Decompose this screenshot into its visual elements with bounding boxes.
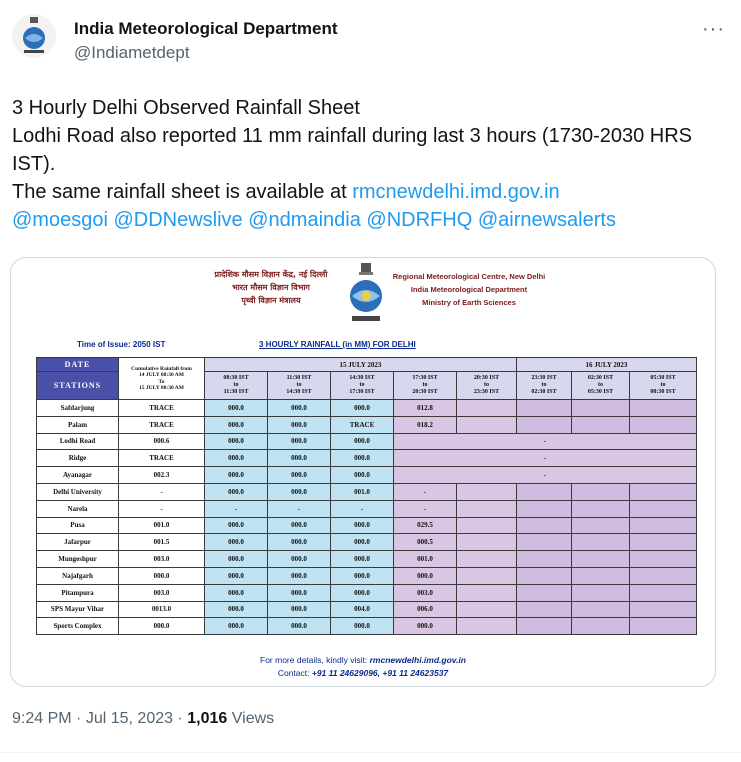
header-english-line: Ministry of Earth Sciences — [422, 298, 516, 307]
slot-value — [517, 618, 572, 635]
time-slot-header — [572, 372, 630, 400]
footer-site: rmcnewdelhi.imd.gov.in — [369, 655, 466, 665]
table-row — [37, 500, 697, 517]
slot-value — [517, 601, 572, 618]
time-slot-line: 20:30 IST — [473, 375, 500, 381]
author-handle[interactable]: @Indiametdept — [74, 43, 190, 62]
rmc-website-link[interactable]: rmcnewdelhi.imd.gov.in — [352, 181, 560, 203]
slot-value — [572, 534, 630, 551]
slot-value: 000.0 — [268, 416, 331, 433]
imd-logo-icon — [346, 262, 386, 324]
tweet-media[interactable] — [10, 257, 716, 687]
slot-value — [572, 483, 630, 500]
time-slot-line: 11:30 IST — [223, 389, 249, 395]
time-slot-header — [457, 372, 517, 400]
time-slot-header — [268, 372, 331, 400]
slot-value: 000.0 — [205, 450, 268, 467]
cumulative-value: TRACE — [119, 400, 205, 417]
slot-value — [517, 551, 572, 568]
time-slot-line: 11:30 IST — [286, 375, 312, 381]
rainfall-sheet-image — [11, 258, 715, 686]
slot-value — [572, 500, 630, 517]
time-slot-line: 23:30 IST — [531, 375, 557, 381]
slot-value: - — [331, 500, 394, 517]
time-slot-line: 05:30 IST — [650, 375, 676, 381]
time-slot-line: 02:30 IST — [531, 389, 557, 395]
slot-value: 000.0 — [205, 584, 268, 601]
time-slot-header — [205, 372, 268, 400]
mention-link[interactable]: @ndmaindia — [248, 209, 361, 231]
meta-dot: · — [177, 710, 183, 727]
slot-value: 000.0 — [331, 584, 394, 601]
table-row — [37, 483, 697, 500]
cumulative-value: TRACE — [119, 450, 205, 467]
meta-dot: · — [76, 710, 82, 727]
slot-value: 000.0 — [205, 416, 268, 433]
contact-phones: +91 11 24629096, +91 11 24623537 — [311, 668, 449, 678]
slot-value: 004.0 — [331, 601, 394, 618]
slot-value: 000.0 — [331, 517, 394, 534]
time-slot-line: 08:30 IST — [223, 375, 249, 381]
station-name: Pusa — [37, 517, 119, 534]
slot-value — [630, 517, 697, 534]
slot-value — [572, 400, 630, 417]
footer-details — [11, 655, 715, 665]
slot-value: 000.0 — [205, 601, 268, 618]
tweet-text — [12, 94, 712, 234]
slot-value — [630, 500, 697, 517]
header-hindi-line: प्रादेशिक मौसम विज्ञान केंद्र, नई दिल्ली — [214, 270, 328, 279]
time-slot-line: to — [296, 382, 302, 388]
slot-value: 003.0 — [394, 584, 457, 601]
cumulative-value: - — [119, 500, 205, 517]
slot-value: - — [394, 500, 457, 517]
time-slot-line: 08:30 IST — [650, 389, 676, 395]
slot-value: 000.0 — [268, 467, 331, 484]
cumulative-value: 001.5 — [119, 534, 205, 551]
time-slot-line: 17:30 IST — [412, 375, 438, 381]
time-slot-line: 05:30 IST — [587, 389, 614, 395]
tweet-date[interactable]: Jul 15, 2023 — [85, 710, 174, 727]
table-row — [37, 517, 697, 534]
time-slot-line: to — [359, 382, 365, 388]
slot-value: - — [205, 500, 268, 517]
cumulative-line: 15 JULY 08:30 AM — [139, 385, 184, 391]
sheet-title: 3 HOURLY RAINFALL (in MM) FOR DELHI — [259, 340, 416, 349]
date-header: DATE — [37, 358, 119, 372]
header-hindi — [201, 268, 341, 307]
slot-value: 001.0 — [331, 483, 394, 500]
tweet-meta — [12, 710, 274, 728]
slot-value — [630, 416, 697, 433]
slot-value: 000.0 — [205, 433, 268, 450]
mention-link[interactable]: @DDNewslive — [113, 209, 243, 231]
slot-value — [457, 567, 517, 584]
slot-value: 000.0 — [268, 584, 331, 601]
cumulative-value: 000.6 — [119, 433, 205, 450]
slot-value: 000.0 — [331, 400, 394, 417]
slot-value — [572, 601, 630, 618]
slot-value — [630, 567, 697, 584]
cumulative-value: 0013.0 — [119, 601, 205, 618]
slot-value — [572, 517, 630, 534]
time-of-issue: Time of Issue: 2050 IST — [77, 340, 166, 349]
slot-value: 000.0 — [205, 400, 268, 417]
more-options-icon[interactable]: ··· — [702, 18, 725, 40]
time-slot-line: to — [233, 382, 239, 388]
slot-value — [630, 618, 697, 635]
slot-value — [457, 483, 517, 500]
slot-value: 000.0 — [331, 450, 394, 467]
cumulative-value: 001.0 — [119, 517, 205, 534]
slot-value — [517, 416, 572, 433]
table-row — [37, 584, 697, 601]
station-name: Mungeshpur — [37, 551, 119, 568]
slot-value — [517, 400, 572, 417]
slot-value — [457, 416, 517, 433]
views-count: 1,016 — [187, 710, 228, 727]
table-row — [37, 433, 697, 450]
header-english-line: Regional Meteorological Centre, New Delhi — [392, 272, 546, 281]
station-name: Ayanagar — [37, 467, 119, 484]
rainfall-rows — [37, 400, 697, 635]
slot-value — [630, 601, 697, 618]
header-english — [389, 270, 549, 309]
tweet-line-3-prefix: The same rainfall sheet is available at — [12, 181, 353, 203]
slot-value: 000.0 — [268, 551, 331, 568]
cumulative-line: To — [158, 378, 165, 385]
slot-value: 000.0 — [268, 400, 331, 417]
time-slot-line: 20:30 IST — [412, 389, 438, 395]
tweet-line-2: Lodhi Road also reported 11 mm rainfall during last 3 hours (1730-2030 HRS IST). — [12, 125, 693, 175]
slot-value-merged: - — [394, 433, 697, 450]
time-slot-header — [630, 372, 697, 400]
cumulative-header — [119, 358, 205, 400]
slot-value: 000.0 — [268, 517, 331, 534]
slot-value: 000.0 — [205, 567, 268, 584]
slot-value: 000.0 — [205, 467, 268, 484]
time-slot-line: 14:30 IST — [349, 375, 375, 381]
slot-value: 006.0 — [394, 601, 457, 618]
time-slot-line: to — [484, 382, 489, 388]
rainfall-table — [36, 357, 697, 635]
slot-value — [630, 483, 697, 500]
tweet-line-1: 3 Hourly Delhi Observed Rainfall Sheet — [12, 97, 360, 119]
table-row — [37, 450, 697, 467]
time-slot-line: 02:30 IST — [587, 375, 614, 381]
slot-value — [517, 534, 572, 551]
slot-value: 000.0 — [268, 534, 331, 551]
slot-value: 000.0 — [331, 534, 394, 551]
slot-value: - — [268, 500, 331, 517]
slot-value: 000.0 — [205, 517, 268, 534]
station-name: Ridge — [37, 450, 119, 467]
slot-value: 000.0 — [331, 433, 394, 450]
slot-value — [572, 618, 630, 635]
slot-value: 029.5 — [394, 517, 457, 534]
slot-value — [457, 400, 517, 417]
time-slot-line: to — [598, 382, 603, 388]
slot-value — [630, 400, 697, 417]
slot-value: 000.0 — [394, 618, 457, 635]
station-name: Palam — [37, 416, 119, 433]
header-hindi-line: पृथ्वी विज्ञान मंत्रालय — [241, 296, 301, 305]
slot-value — [517, 567, 572, 584]
time-slot-line: to — [660, 382, 666, 388]
station-name: SPS Mayur Vihar — [37, 601, 119, 618]
mention-link[interactable]: @NDRFHQ — [366, 209, 473, 231]
cumulative-value: 003.0 — [119, 584, 205, 601]
table-row — [37, 567, 697, 584]
slot-value — [572, 567, 630, 584]
slot-value: 000.0 — [394, 567, 457, 584]
cumulative-value: 003.0 — [119, 551, 205, 568]
slot-value: 000.0 — [331, 618, 394, 635]
slot-value: 000.0 — [205, 618, 268, 635]
mention-link[interactable]: @airnewsalerts — [477, 209, 616, 231]
divider — [0, 752, 741, 753]
header-hindi-line: भारत मौसम विज्ञान विभाग — [232, 283, 310, 292]
slot-value: - — [394, 483, 457, 500]
views-label: Views — [231, 710, 275, 727]
header-english-line: India Meteorological Department — [410, 285, 528, 294]
slot-value: 000.0 — [268, 567, 331, 584]
slot-value — [630, 584, 697, 601]
slot-value — [517, 517, 572, 534]
cumulative-line: 14 JULY 08:30 AM — [139, 372, 184, 378]
slot-value — [517, 500, 572, 517]
slot-value — [630, 534, 697, 551]
slot-value: 000.0 — [205, 483, 268, 500]
slot-value: 000.0 — [205, 551, 268, 568]
time-slot-header — [394, 372, 457, 400]
slot-value — [572, 584, 630, 601]
author-block — [74, 18, 338, 64]
table-row — [37, 618, 697, 635]
cumulative-value: 000.0 — [119, 567, 205, 584]
slot-value: 000.0 — [268, 618, 331, 635]
footer-contact — [11, 668, 715, 678]
cumulative-line: Cumulative Rainfall from — [131, 365, 192, 372]
avatar[interactable] — [12, 14, 56, 58]
mention-link[interactable]: @moesgoi — [12, 209, 108, 231]
table-row — [37, 400, 697, 417]
slot-value — [517, 584, 572, 601]
time-slot-line: to — [541, 382, 547, 388]
slot-value: 001.0 — [394, 551, 457, 568]
footer-prefix: For more details, kindly visit: — [260, 655, 370, 665]
time-slot-line: 17:30 IST — [349, 389, 375, 395]
slot-value: 000.0 — [331, 567, 394, 584]
contact-prefix: Contact: — [277, 668, 312, 678]
slot-value: TRACE — [331, 416, 394, 433]
slot-value-merged: - — [394, 450, 697, 467]
slot-value — [457, 601, 517, 618]
slot-value — [457, 618, 517, 635]
day1-header: 15 JULY 2023 — [205, 358, 517, 372]
time-slot-header — [517, 372, 572, 400]
slot-value: 018.2 — [394, 416, 457, 433]
slot-value: 012.8 — [394, 400, 457, 417]
slot-value — [457, 584, 517, 601]
slot-value: 000.0 — [268, 483, 331, 500]
tweet-line-3 — [12, 178, 712, 206]
day2-header: 16 JULY 2023 — [517, 358, 697, 372]
slot-value: 000.0 — [268, 450, 331, 467]
slot-value: 000.5 — [394, 534, 457, 551]
cumulative-value: - — [119, 483, 205, 500]
mentions-line — [12, 206, 712, 234]
cumulative-value: 002.3 — [119, 467, 205, 484]
station-name: Safdarjung — [37, 400, 119, 417]
slot-value — [630, 551, 697, 568]
slot-value — [517, 483, 572, 500]
slot-value — [457, 517, 517, 534]
slot-value — [457, 551, 517, 568]
author-name[interactable]: India Meteorological Department — [74, 19, 338, 38]
time-slot-line: 14:30 IST — [286, 389, 312, 395]
time-slot-header — [331, 372, 394, 400]
station-name: Lodhi Road — [37, 433, 119, 450]
slot-value — [457, 534, 517, 551]
slot-value: 000.0 — [331, 551, 394, 568]
table-row — [37, 416, 697, 433]
slot-value: 000.0 — [205, 534, 268, 551]
slot-value: 000.0 — [268, 601, 331, 618]
cumulative-value: 000.0 — [119, 618, 205, 635]
station-name: Narela — [37, 500, 119, 517]
slot-value: 000.0 — [268, 433, 331, 450]
stations-header: STATIONS — [37, 372, 119, 400]
time-slot-line: to — [422, 382, 428, 388]
station-name: Pitampura — [37, 584, 119, 601]
time-slot-line: 23:30 IST — [473, 389, 500, 395]
tweet-time[interactable]: 9:24 PM — [12, 710, 72, 727]
station-name: Najafgarh — [37, 567, 119, 584]
table-row — [37, 551, 697, 568]
slot-value: 000.0 — [331, 467, 394, 484]
cumulative-value: TRACE — [119, 416, 205, 433]
slot-value — [572, 551, 630, 568]
station-name: Delhi University — [37, 483, 119, 500]
table-row — [37, 534, 697, 551]
slot-value — [572, 416, 630, 433]
imd-emblem-icon — [19, 16, 49, 56]
station-name: Sports Complex — [37, 618, 119, 635]
table-row — [37, 601, 697, 618]
station-name: Jafarpur — [37, 534, 119, 551]
slot-value — [457, 500, 517, 517]
slot-value-merged: - — [394, 467, 697, 484]
table-row — [37, 467, 697, 484]
